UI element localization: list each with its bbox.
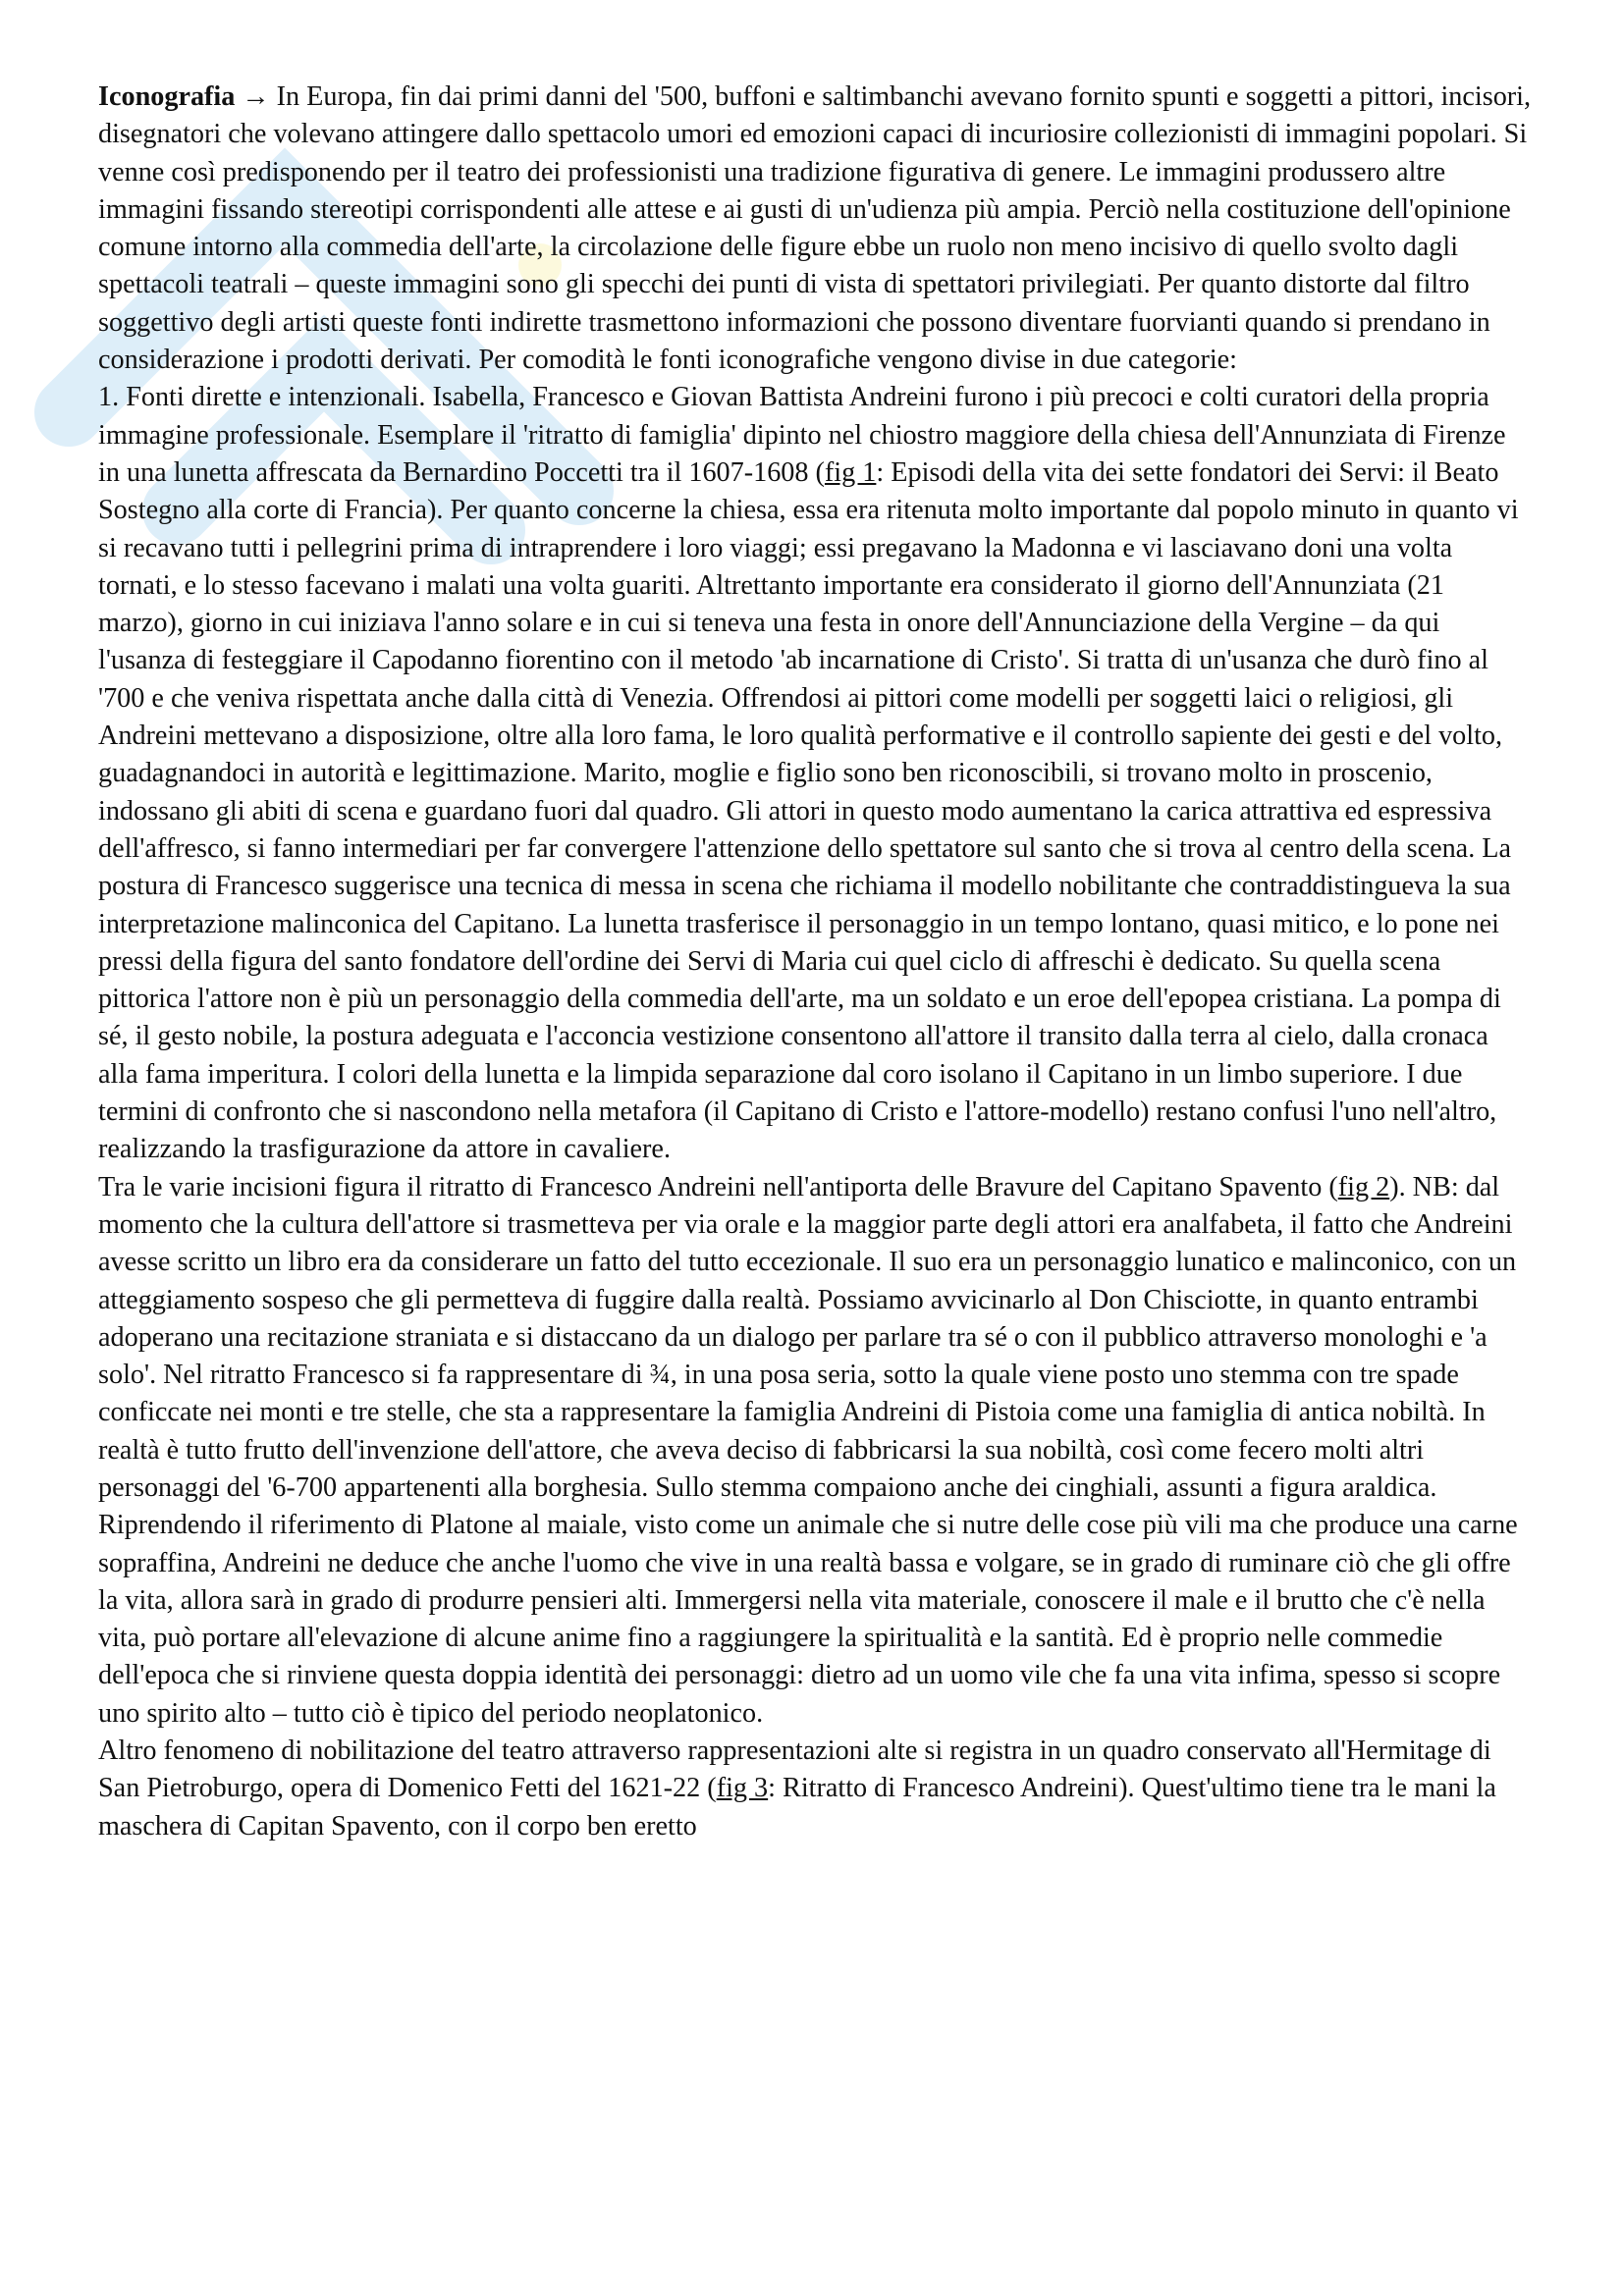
figure-link-3[interactable]: fig 3 [716,1773,769,1804]
figure-link-1[interactable]: fig 1 [824,456,877,488]
paragraph-text: : Episodi della vita dei sette fondatori dei Servi: il Beato Sostegno alla corte di Francia). Per quanto concerne la chiesa, essa era ritenuta molto importante dal popolo minuto in quanto vi si recavano tutti i pellegrini prima di intraprendere i loro viaggi; essi pregavano la Madonna e vi lasciavano doni una volta tornati, e lo stesso facevano i malati una volta guariti. Altrettanto importante era considerato il giorno dell'Annunziata (21 marzo), giorno in cui iniziava l'anno solare e in cui si teneva una festa in onore dell'Annunciazione della Vergine – da qui l'usanza di festeggiare il Capodanno fiorentino con il metodo 'ab incarnatione di Cristo'. Si tratta di un'usanza che durò fino al '700 e che veniva rispettata anche dalla città di Venezia. Offrendosi ai pittori come modelli per soggetti laici o religiosi, gli Andreini mettevano a disposizione, oltre alla loro fama, le loro qualità performative e il controllo sapiente dei gesti e del volto, guadagnandoci in autorità e legittimazione. Marito, moglie e figlio sono ben riconoscibili, si trovano molto in proscenio, indossano gli abiti di scena e guardano fuori dal quadro. Gli attori in questo modo aumentano la carica attrattiva ed espressiva dell'affresco, si fanno intermediari per far convergere l'attenzione dello spettatore sul santo che si trova al centro della scena. La postura di Francesco suggerisce una tecnica di messa in scena che richiama il modello nobilitante che contraddistingueva la sua interpretazione malinconica del Capitano. La lunetta trasferisce il personaggio in un tempo lontano, quasi mitico, e lo pone nei pressi della figura del santo fondatore dell'ordine dei Servi di Maria cui quel ciclo di affreschi è dedicato. Su quella scena pittorica l'attore non è più un personaggio della commedia dell'arte, ma un soldato e un eroe dell'epopea cristiana. La pompa di sé, il gesto nobile, la postura adeguata e l'acconcia vestizione consentono all'attore il transito dalla terra al cielo, dalla cronaca alla fama imperitura. I colori della lunetta e la limpida separazione dal coro isolano il Capitano in un limbo superiore. I due termini di confronto che si nascondono nella metafora (il Capitano di Cristo e l'attore-modello) restano confusi l'uno nell'altro, realizzando la trasfigurazione da attore in cavaliere. [98,456,1519,1165]
paragraph-text: Tra le varie incisioni figura il ritratto di Francesco Andreini nell'antiporta delle Bravure del Capitano Spavento ( [98,1171,1338,1202]
paragraph-text: Altro fenomeno di nobilitazione del teatro attraverso rappresentazioni alte si registra in un quadro conservato all'Hermitage di San Pietroburgo, opera di Domenico Fetti del 1621-22 ( [98,1735,1491,1804]
paragraph-text: 1. Fonti dirette e intenzionali. Isabella, Francesco e Giovan Battista Andreini furono i più precoci e colti curatori della propria immagine professionale. Esemplare il 'ritratto di famiglia' dipinto nel chiostro maggiore della chiesa dell'Annunziata di Firenze in una lunetta affrescata da Bernardino Poccetti tra il 1607-1608 ( [98,382,1506,488]
paragraph-text: : Ritratto di Francesco Andreini). Quest'ultimo tiene tra le mani la maschera di Capitan Spavento, con il corpo ben eretto [98,1773,1496,1842]
paragraph-fonti-dirette [98,379,1532,1168]
paragraph-incisioni [98,1169,1532,1733]
paragraph-text: ). NB: dal momento che la cultura dell'attore si trasmetteva per via orale e la maggior parte degli attori era analfabeta, il fatto che Andreini avesse scritto un libro era da considerare un fatto del tutto eccezionale. Il suo era un personaggio lunatico e malinconico, con un atteggiamento sospeso che gli permetteva di fuggire dalla realtà. Possiamo avvicinarlo al Don Chisciotte, in quanto entrambi adoperano una recitazione straniata e si distaccano da un dialogo per parlare tra sé o con il pubblico attraverso monologhi e 'a solo'. Nel ritratto Francesco si fa rappresentare di ¾, in una posa seria, sotto la quale viene posto uno stemma con tre spade conficcate nei monti e tre stelle, che sta a rappresentare la famiglia Andreini di Pistoia come una famiglia di antica nobiltà. In realtà è tutto frutto dell'invenzione dell'attore, che aveva deciso di fabbricarsi la sua nobiltà, così come fecero molti altri personaggi del '6-700 appartenenti alla borghesia. Sullo stemma compaiono anche dei cinghiali, assunti a figura araldica. Riprendendo il riferimento di Platone al maiale, visto come un animale che si nutre delle cose più vili ma che produce una carne sopraffina, Andreini ne deduce che anche l'uomo che vive in una realtà bassa e volgare, se in grado di ruminare ciò che gli offre la vita, allora sarà in grado di produrre pensieri alti. Immergersi nella vita materiale, conoscere il male e il brutto che c'è nella vita, può portare all'elevazione di alcune anime fino a raggiungere la spiritualità e la santità. Ed è proprio nelle commedie dell'epoca che si rinviene questa doppia identità dei personaggi: dietro ad un uomo vile che fa una vita infima, spesso si scopre uno spirito alto – tutto ciò è tipico del periodo neoplatonico. [98,1171,1518,1729]
section-heading: Iconografia [98,81,236,112]
paragraph-text: In Europa, fin dai primi danni del '500, buffoni e saltimbanchi avevano fornito spunti e soggetti a pittori, incisori, disegnatori che volevano attingere dallo spettacolo umori ed emozioni capaci di incuriosire collezionisti di immagini popolari. Si venne così predisponendo per il teatro dei professionisti una tradizione figurativa di genere. Le immagini produssero altre immagini fissando stereotipi corrispondenti alle attese e ai gusti di un'udienza più ampia. Perciò nella costituzione dell'opinione comune intorno alla commedia dell'arte, la circolazione delle figure ebbe un ruolo non meno incisivo di quello svolto dagli spettacoli teatrali – queste immagini sono gli specchi dei punti di vista di spettatori privilegiati. Per quanto distorte dal filtro soggettivo degli artisti queste fonti indirette trasmettono informazioni che possono diventare fuorvianti quando si prendano in considerazione i prodotti derivati. Per comodità le fonti iconografiche vengono divise in due categorie: [98,81,1532,376]
paragraph-iconografia [98,79,1532,379]
paragraph-hermitage [98,1733,1532,1845]
arrow-glyph: → [242,81,270,112]
figure-link-2[interactable]: fig 2 [1337,1171,1390,1202]
document-body [98,79,1532,1845]
